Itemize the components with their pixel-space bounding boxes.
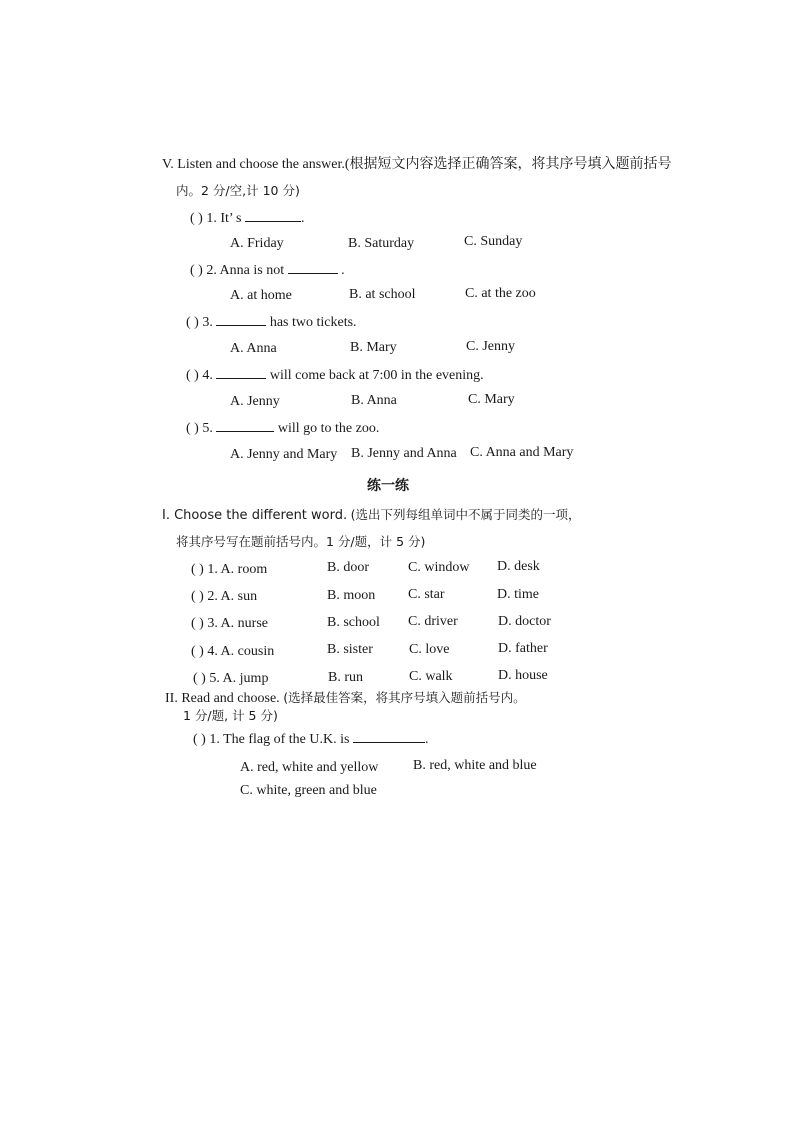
option-b: B. Anna: [351, 393, 397, 408]
section-v-heading-text: V. Listen and choose the answer.(根据短文内容选择正确答案，将其序号填入题前括号: [162, 157, 672, 172]
word-option-d: D. house: [498, 668, 548, 683]
word-option-c: C. love: [409, 642, 450, 657]
word-option-d: D. father: [498, 641, 548, 656]
option-a: A. Anna: [230, 341, 277, 356]
answer-blank: [245, 209, 301, 222]
answer-paren[interactable]: ( ): [190, 211, 203, 226]
word-option-b: B. moon: [327, 588, 376, 603]
question-text: 1. It’ s: [206, 211, 242, 226]
option-c: C. at the zoo: [465, 286, 536, 301]
listen-question-2: [190, 261, 345, 280]
answer-paren[interactable]: ( ): [191, 616, 204, 631]
section-i-heading-text: I. Choose the different word.: [162, 508, 348, 523]
section-ii-heading-text: II. Read and choose.: [165, 691, 280, 706]
section-i-heading-cont: 将其序号写在题前括号内。1 分/题，计 5 分): [176, 534, 426, 549]
word-option-b: B. sister: [327, 642, 373, 657]
word-option-a: 5. A. jump: [209, 671, 269, 686]
answer-paren[interactable]: ( ): [186, 315, 199, 330]
answer-blank: [216, 366, 266, 379]
question-text: 3.: [202, 315, 213, 330]
answer-paren[interactable]: ( ): [191, 562, 204, 577]
listen-question-3: [186, 313, 357, 332]
word-option-c: C. driver: [408, 614, 458, 629]
word-option-a: 1. A. room: [207, 562, 268, 577]
option-b: B. Mary: [350, 340, 397, 355]
option-b: B. Saturday: [348, 236, 415, 251]
word-row-1: [191, 561, 267, 579]
question-text: 5.: [202, 421, 213, 436]
answer-paren[interactable]: ( ): [193, 671, 206, 686]
question-text: 2. Anna is not: [206, 263, 285, 278]
option-b: B. at school: [349, 287, 416, 302]
word-option-d: D. desk: [497, 559, 540, 574]
word-option-c: C. window: [408, 560, 470, 575]
section-i-heading-cn: (选出下列每组单词中不属于同类的一项，: [350, 507, 581, 522]
word-row-5: [193, 670, 268, 688]
listen-question-5: [186, 419, 379, 438]
listen-question-1: [190, 209, 304, 228]
answer-blank: [288, 261, 338, 274]
option-a: A. red, white and yellow: [240, 760, 379, 775]
word-option-d: D. doctor: [498, 614, 551, 629]
word-option-a: 4. A. cousin: [207, 644, 275, 659]
section-v-heading-cont: 内。2 分/空,计 10 分): [176, 183, 300, 198]
listen-question-4: [186, 366, 484, 385]
option-b: B. Jenny and Anna: [351, 446, 457, 461]
word-option-c: C. walk: [409, 669, 453, 684]
option-a: A. Jenny: [230, 394, 280, 409]
answer-blank: [216, 419, 274, 432]
option-c: C. white, green and blue: [240, 783, 377, 798]
question-tail: .: [300, 211, 305, 226]
question-tail: will come back at 7:00 in the evening.: [266, 368, 484, 383]
word-option-a: 2. A. sun: [207, 589, 258, 604]
question-tail: will go to the zoo.: [274, 421, 380, 436]
option-a: A. Jenny and Mary: [230, 447, 338, 462]
option-c: C. Anna and Mary: [470, 445, 574, 460]
question-tail: .: [337, 263, 345, 278]
word-row-4: [191, 643, 274, 661]
option-a: A. Friday: [230, 236, 284, 251]
question-tail: .: [424, 732, 429, 747]
question-tail: has two tickets.: [266, 315, 357, 330]
option-a: A. at home: [230, 288, 292, 303]
practice-title: 练一练: [367, 478, 409, 494]
answer-paren[interactable]: ( ): [191, 589, 204, 604]
word-option-b: B. door: [327, 560, 369, 575]
section-i-heading: [162, 506, 581, 525]
answer-blank: [353, 730, 425, 743]
option-c: C. Mary: [468, 392, 515, 407]
option-c: C. Jenny: [466, 339, 515, 354]
answer-paren[interactable]: ( ): [193, 732, 206, 747]
option-c: C. Sunday: [464, 234, 523, 249]
option-b: B. red, white and blue: [413, 758, 537, 773]
word-row-2: [191, 588, 257, 606]
answer-paren[interactable]: ( ): [190, 263, 203, 278]
section-ii-heading: [165, 689, 526, 708]
word-option-b: B. school: [327, 615, 380, 630]
word-option-c: C. star: [408, 587, 445, 602]
word-option-d: D. time: [497, 587, 539, 602]
answer-paren[interactable]: ( ): [186, 421, 199, 436]
question-text: 1. The flag of the U.K. is: [209, 732, 350, 747]
answer-paren[interactable]: ( ): [186, 368, 199, 383]
word-row-3: [191, 615, 268, 633]
question-text: 4.: [202, 368, 213, 383]
section-ii-heading-cont: 1 分/题, 计 5 分): [183, 708, 278, 723]
read-question-1: [193, 730, 428, 749]
section-ii-heading-cn: (选择最佳答案，将其序号填入题前括号内。: [283, 690, 526, 705]
word-option-b: B. run: [328, 670, 363, 685]
section-v-heading: [162, 155, 672, 174]
word-option-a: 3. A. nurse: [207, 616, 268, 631]
answer-paren[interactable]: ( ): [191, 644, 204, 659]
answer-blank: [216, 313, 266, 326]
